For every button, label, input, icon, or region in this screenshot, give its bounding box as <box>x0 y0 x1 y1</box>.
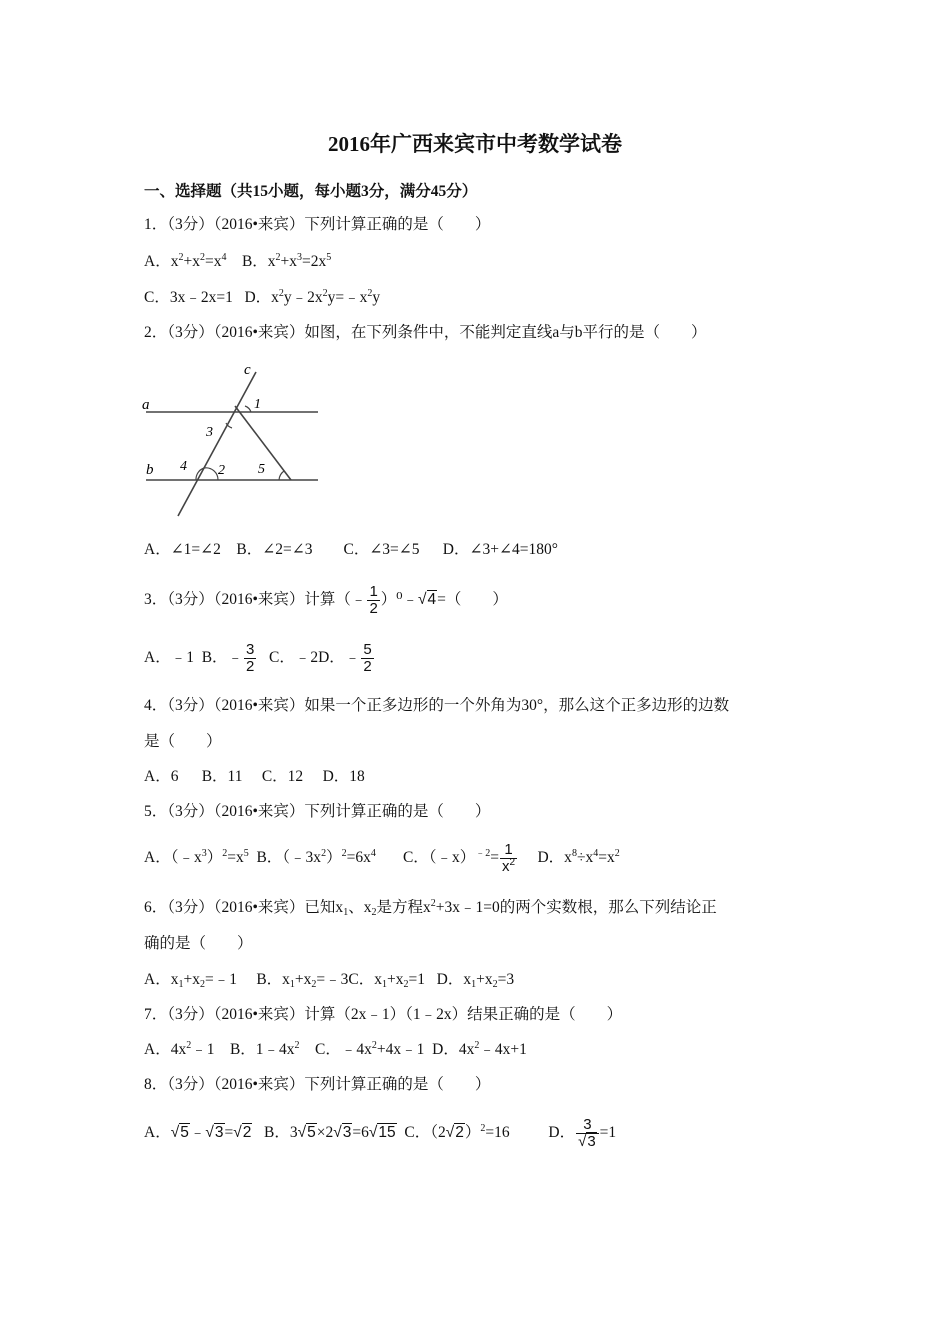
page-title: 2016年广西来宾市中考数学试卷 <box>328 132 622 156</box>
figure-label-b: b <box>146 462 154 478</box>
question-6-stem-line-2: 确的是（ ） <box>144 935 253 952</box>
question-6-stem-line-1: 6．（3分）（2016•来宾）已知$x_1$、$x_2$是方程$x^2+3x﹣1=0$的两个实数根，那么下列结论正 <box>144 898 717 918</box>
question-6-options: A．$x_1+x_2=﹣1$ B．$x_1+x_2=﹣3C$．$x_1+x_2=1$ D．$x_1+x_2=3$ <box>144 971 515 990</box>
question-8-stem: 8．（3分）（2016•来宾）下列计算正确的是（ ） <box>144 1076 491 1093</box>
q4-option-c: C．12 <box>261 768 304 785</box>
figure-label-4: 4 <box>180 459 187 474</box>
question-1-options-row-2: C．3x﹣2x=1 D．$x^2y﹣2x^2y=﹣x^2y$ <box>144 288 381 306</box>
figure-label-3: 3 <box>206 425 213 440</box>
question-5-stem: 5．（3分）（2016•来宾）下列计算正确的是（ ） <box>144 803 491 820</box>
question-4-stem-line-1: 4．（3分）（2016•来宾）如果一个正多边形的一个外角为30°，那么这个正多边形的边数 <box>144 697 730 714</box>
question-1-stem: 1．（3分）（2016•来宾）下列计算正确的是（ ） <box>144 216 491 233</box>
question-4-options <box>144 767 365 787</box>
question-5-options: A．$(﹣x^3)^2=x^5$ B．$(﹣3x^2)^2=6x^4$ C．（﹣x）$^{﹣2}$= $\frac{1}{x^2}$ D．$x^8\div x^4=x^2$ <box>144 841 620 875</box>
parallel-lines-figure <box>138 356 328 524</box>
question-3-stem: 3．（3分）（2016•来宾）计算（﹣ $\frac{1}{2}$ ）⁰﹣√4=（ ） <box>144 583 508 617</box>
question-3-options: A．﹣1 B．﹣ $\frac{3}{2}$ C．﹣2D．﹣ $\frac{5}{2}$ <box>144 641 372 675</box>
question-7-stem: 7．（3分）（2016•来宾）计算（2x﹣1）（1﹣2x）结果正确的是（ ） <box>144 1006 623 1023</box>
question-2-stem: 2．（3分）（2016•来宾）如图，在下列条件中，不能判定直线a与b平行的是（ ） <box>144 324 707 341</box>
question-8-options: A．√5﹣√3=√2 B．3√5×2√3=6√15 C．$(2√2)^2=16$ D． $\frac{3}{√3}$ =1 <box>144 1115 617 1150</box>
q4-option-a: A．6 <box>144 768 179 785</box>
figure-label-a: a <box>142 397 150 413</box>
q2-option-c: C．∠3=∠5 <box>343 541 420 558</box>
question-4-stem-line-2: 是（ ） <box>144 733 222 750</box>
q2-option-a: A．∠1=∠2 <box>144 541 221 558</box>
q4-option-d: D．18 <box>322 768 365 785</box>
figure-label-5: 5 <box>258 462 265 477</box>
section-heading: 一、选择题（共15小题，每小题3分，满分45分） <box>144 183 478 200</box>
figure-label-2: 2 <box>218 463 225 478</box>
question-2-options <box>144 540 558 560</box>
q2-option-b: B．∠2=∠3 <box>236 541 313 558</box>
question-1-options-row-1: A．$x^2+x^2=x^4$ B．$x^2+x^3=2x^5$ <box>144 252 332 270</box>
q2-option-d: D．∠3+∠4=180° <box>442 541 558 558</box>
q4-option-b: B．11 <box>201 768 243 785</box>
figure-label-1: 1 <box>254 397 261 412</box>
figure-label-c: c <box>244 362 251 378</box>
question-7-options: A．$4x^2﹣1$ B．$1﹣4x^2$ C．$﹣4x^2+4x﹣1$ D．$4x^2﹣4x+1$ <box>144 1040 527 1058</box>
